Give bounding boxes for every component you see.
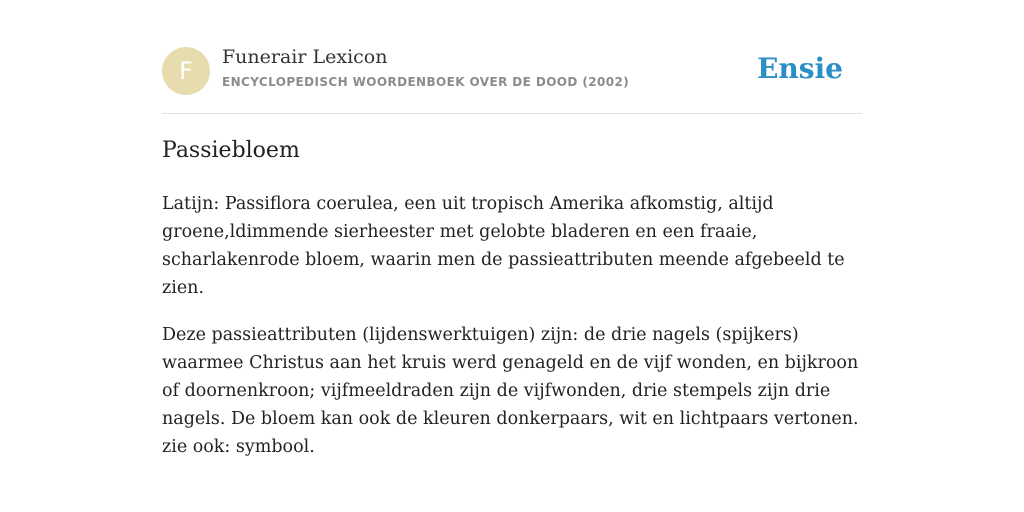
entry-header bbox=[162, 46, 862, 96]
entry-content bbox=[162, 190, 867, 480]
entry-paragraph: Latijn: Passiflora coerulea, een uit tropisch Amerika afkomstig, altijd groene,ldimmende sierheester met gelobte bladeren en een fraaie, scharlakenrode bloem, waarin men de passieattributen meende afgebeeld te zien. bbox=[162, 194, 845, 298]
entry-title: Passiebloem bbox=[162, 138, 300, 163]
source-avatar[interactable]: F bbox=[162, 47, 210, 95]
header-divider bbox=[162, 113, 862, 114]
entry-paragraph: Deze passieattributen (lijdenswerktuigen) zijn: de drie nagels (spijkers) waarmee Christus aan het kruis werd genageld en de vijf wonden, en bijkroon of doornenkroon; vijfmeeldraden zijn de vijfwonden, drie stempels zijn drie nagels. De bloem kan ook de kleuren donkerpaars, wit en lichtpaars vertonen. zie ook: symbool. bbox=[162, 325, 859, 457]
ensie-logo[interactable]: Ensie bbox=[757, 52, 843, 85]
source-subtitle: ENCYCLOPEDISCH WOORDENBOEK OVER DE DOOD (2002) bbox=[222, 75, 630, 89]
source-title[interactable]: Funerair Lexicon bbox=[222, 46, 388, 68]
